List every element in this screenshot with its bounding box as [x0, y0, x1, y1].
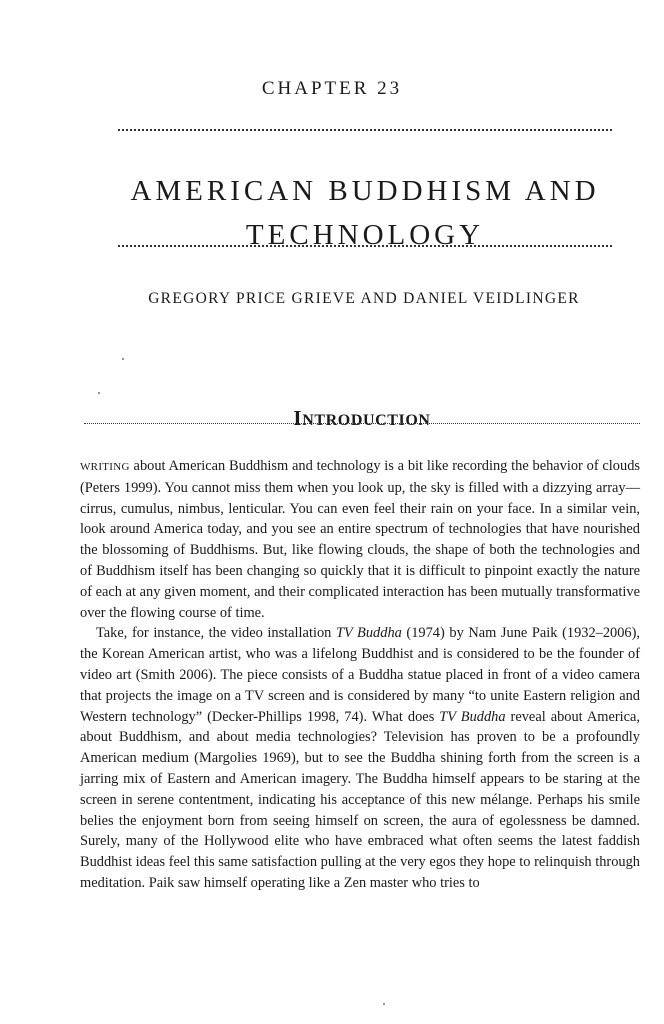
paragraph-2-text-after: reveal about America, about Buddhism, and about media technologies? Television has proven to be a profoundly American medium (Margolies 1969), but to see the Buddha shining forth from the screen is a jarring mix of Eastern and American imagery. The Buddha himself appears to be staring at the screen in serene contentment, indicating his acceptance of this new mélange. Perhaps his smile belies the enjoyment born from seeing himself on screen, the aura of egolessness be damned. Surely, many of the Hollywood elite who have embraced what often seems the latest faddish Buddhist ideas feel this same satisfaction pulling at the very egos they hope to relinquish through meditation. Paik saw himself operating like a Zen master who tries to — [80, 708, 640, 891]
paragraph-2 — [80, 623, 640, 893]
dotted-rule-bottom — [118, 245, 612, 247]
dotted-rule-top — [118, 129, 612, 131]
paragraph-1 — [80, 456, 640, 623]
chapter-title: AMERICAN BUDDHISM AND TECHNOLOGY — [130, 175, 600, 252]
chapter-authors: GREGORY PRICE GRIEVE AND DANIEL VEIDLINGER — [148, 290, 580, 307]
scan-speck — [122, 358, 124, 360]
body-text — [80, 456, 640, 894]
artwork-title: TV Buddha — [335, 625, 402, 642]
paragraph-1-text: about American Buddhism and technology is a bit like recording the behavior of clouds (Peters 1999). You cannot miss them when you look up, the sky is filled with a dizzying array—cirrus, cumulus, nimbus, lenticular. You can even feel their rain on your face. In a similar vein, look around America today, and you see an entire spectrum of technologies that have nourished the blossoming of Buddhisms. But, like flowing clouds, the shape of both the technologies and of Buddhism itself has been changing so quickly that it is difficult to pinpoint exactly the nature of each at any given moment, and their complicated interaction has been mutually transformative over the flowing course of time. — [80, 458, 640, 621]
scan-speck — [383, 1003, 385, 1005]
paragraph-2-text-before: Take, for instance, the video installation — [96, 625, 336, 642]
chapter-label: CHAPTER 23 — [261, 78, 403, 99]
section-rule — [84, 423, 640, 424]
section-heading-rest: NTRODUCTION — [302, 412, 431, 430]
artwork-title: TV Buddha — [439, 708, 506, 725]
section-heading-initial: I — [293, 406, 303, 431]
section-heading — [84, 406, 640, 431]
paragraph-lead-word: WRITING — [80, 461, 130, 473]
paragraph-2-text-middle: (1974) by Nam June Paik (1932–2006), the Korean American artist, who was a lifelong Buddhist and is considered to be the founder of video art (Smith 2006). The piece consists of a Buddha statue placed in front of a video camera that projects the image on a TV screen and is considered by many “to unite Eastern religion and Western technology” (Decker-Phillips 1998, 74). What does — [80, 625, 641, 725]
scan-speck — [98, 392, 100, 394]
